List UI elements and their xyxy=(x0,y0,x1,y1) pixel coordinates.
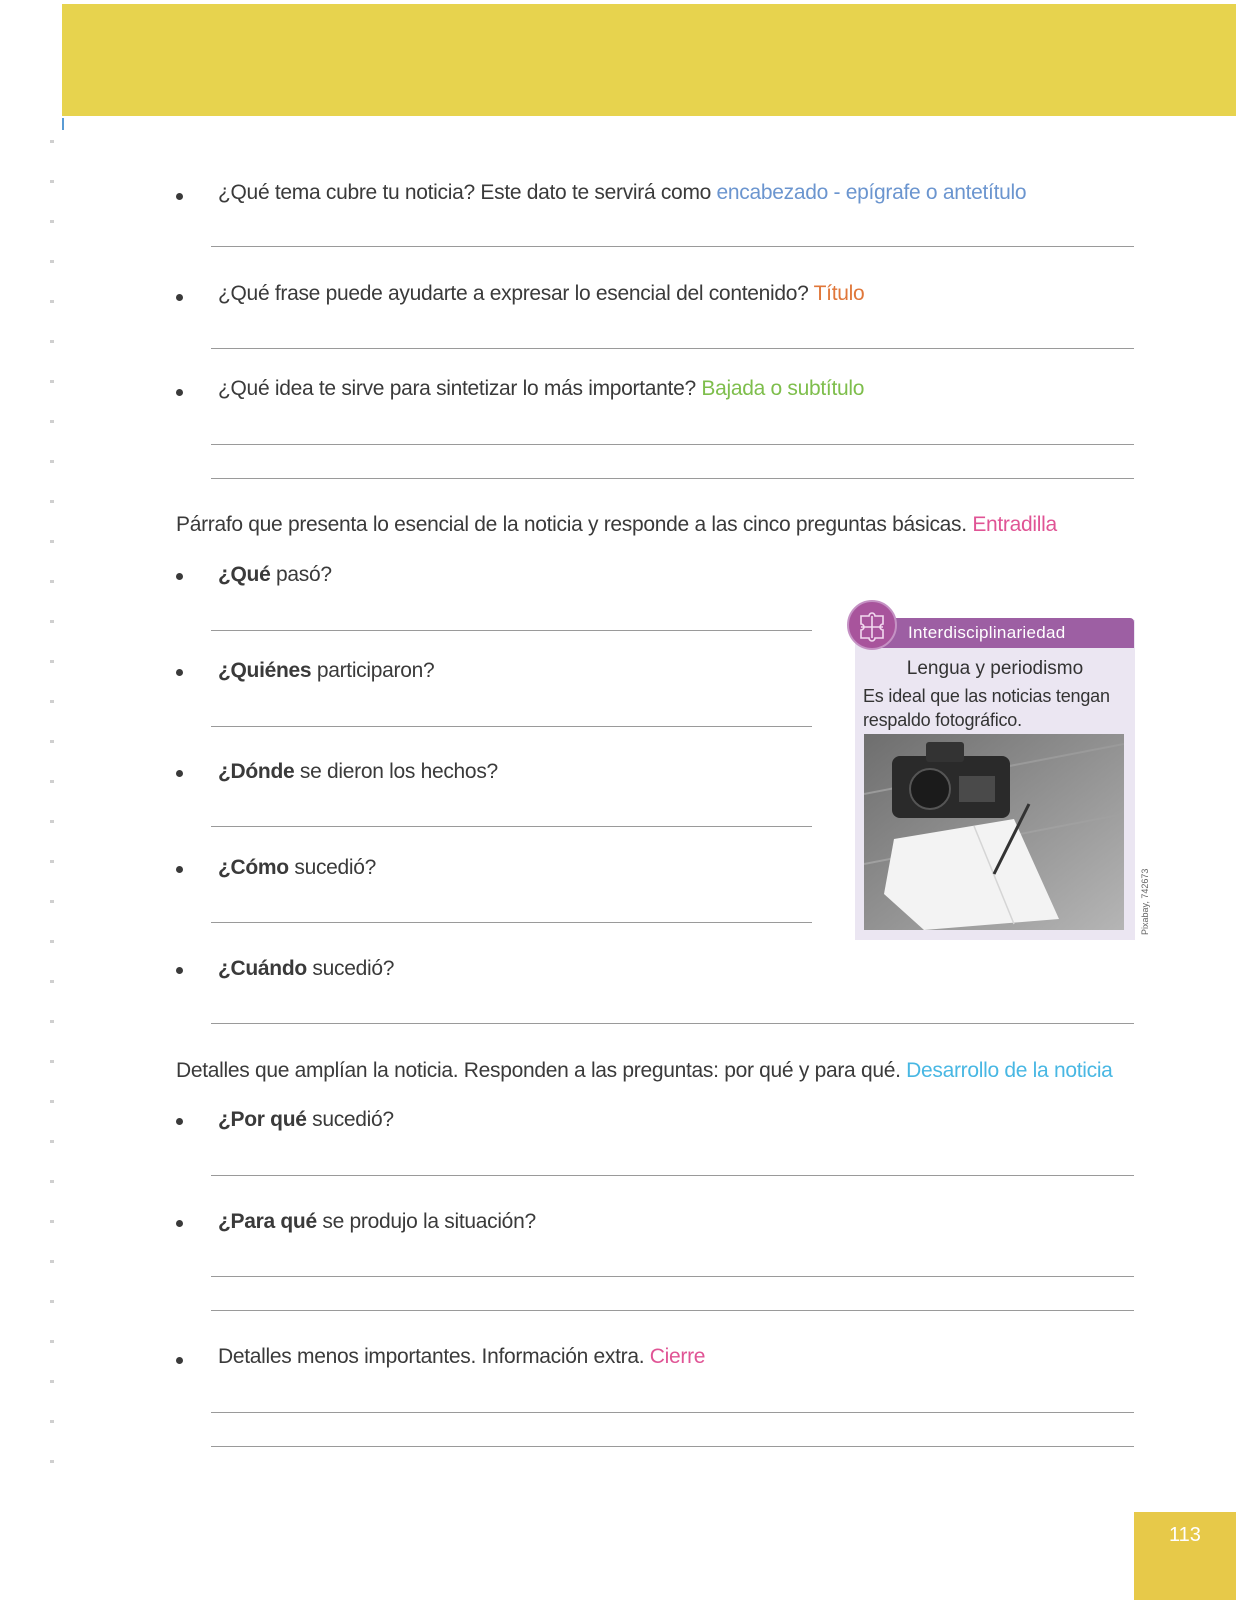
question-titulo xyxy=(218,281,864,307)
camera-notebook-photo xyxy=(864,734,1124,930)
question-text: Detalles menos importantes. Información extra. xyxy=(218,1345,650,1368)
tag-titulo: Título xyxy=(813,282,865,305)
question-text: ¿Qué frase puede ayudarte a expresar lo esencial del contenido? xyxy=(218,282,814,305)
tag-epigrafe: encabezado - epígrafe o antetítulo xyxy=(716,181,1027,204)
answer-line[interactable] xyxy=(211,1175,1134,1176)
box-header: Interdisciplinariedad xyxy=(870,618,1134,648)
margin-mark xyxy=(62,118,64,130)
bullet-icon xyxy=(176,1118,183,1125)
bullet-icon xyxy=(176,866,183,873)
answer-line[interactable] xyxy=(211,444,1134,445)
answer-line[interactable] xyxy=(211,922,812,923)
question-para-que xyxy=(218,1209,536,1235)
question-por-que xyxy=(218,1107,394,1133)
bullet-icon xyxy=(176,294,183,301)
development-paragraph xyxy=(176,1058,1113,1084)
question-keyword: ¿Dónde xyxy=(218,760,295,783)
question-que xyxy=(218,562,332,588)
answer-line[interactable] xyxy=(211,630,812,631)
question-text: se dieron los hechos? xyxy=(294,760,498,783)
lead-paragraph xyxy=(176,512,1057,538)
bullet-icon xyxy=(176,770,183,777)
answer-line[interactable] xyxy=(211,726,812,727)
tag-entradilla: Entradilla xyxy=(972,513,1057,536)
question-bajada xyxy=(218,376,864,402)
bullet-icon xyxy=(176,193,183,200)
question-quienes xyxy=(218,658,434,684)
question-text: ¿Qué idea te sirve para sintetizar lo más importante? xyxy=(218,377,702,400)
answer-line[interactable] xyxy=(211,478,1134,479)
question-text: sucedió? xyxy=(306,957,395,980)
question-keyword: ¿Cuándo xyxy=(218,957,307,980)
question-text: sucedió? xyxy=(288,856,377,879)
answer-line[interactable] xyxy=(211,826,812,827)
photo-credit: Pixabay, 742673 xyxy=(1140,868,1150,935)
bullet-icon xyxy=(176,669,183,676)
bullet-icon xyxy=(176,967,183,974)
question-text: pasó? xyxy=(270,563,332,586)
box-text: Es ideal que las noticias tengan respaldo fotográfico. xyxy=(863,686,1110,730)
answer-line[interactable] xyxy=(211,1276,1134,1277)
bullet-icon xyxy=(176,1220,183,1227)
paragraph-text: Detalles que amplían la noticia. Responden a las preguntas: por qué y para qué. xyxy=(176,1059,907,1082)
top-banner xyxy=(62,4,1236,116)
question-epigrafe xyxy=(218,180,1026,206)
bullet-icon xyxy=(176,389,183,396)
question-cuando xyxy=(218,956,394,982)
question-keyword: ¿Por qué xyxy=(218,1108,307,1131)
answer-line[interactable] xyxy=(211,1310,1134,1311)
question-text: participaron? xyxy=(311,659,435,682)
question-keyword: ¿Qué xyxy=(218,563,271,586)
tag-desarrollo: Desarrollo de la noticia xyxy=(906,1059,1113,1082)
answer-line[interactable] xyxy=(211,1412,1134,1413)
question-keyword: ¿Quiénes xyxy=(218,659,312,682)
tag-bajada: Bajada o subtítulo xyxy=(701,377,865,400)
question-text: se produjo la situación? xyxy=(316,1210,536,1233)
question-keyword: ¿Cómo xyxy=(218,856,289,879)
question-como xyxy=(218,855,376,881)
binding-holes xyxy=(50,140,54,1500)
answer-line[interactable] xyxy=(211,246,1134,247)
answer-line[interactable] xyxy=(211,1446,1134,1447)
answer-line[interactable] xyxy=(211,1023,1134,1024)
page-number: 113 xyxy=(1169,1524,1201,1546)
question-cierre xyxy=(218,1344,705,1370)
question-donde xyxy=(218,759,498,785)
bullet-icon xyxy=(176,573,183,580)
question-keyword: ¿Para qué xyxy=(218,1210,317,1233)
bullet-icon xyxy=(176,1357,183,1364)
paragraph-text: Párrafo que presenta lo esencial de la noticia y responde a las cinco preguntas básicas. xyxy=(176,513,973,536)
question-text: sucedió? xyxy=(306,1108,394,1131)
box-subtitle: Lengua y periodismo xyxy=(906,658,1084,679)
question-text: ¿Qué tema cubre tu noticia? Este dato te servirá como xyxy=(218,181,717,204)
answer-line[interactable] xyxy=(211,348,1134,349)
puzzle-icon xyxy=(847,600,897,650)
tag-cierre: Cierre xyxy=(649,1345,706,1368)
